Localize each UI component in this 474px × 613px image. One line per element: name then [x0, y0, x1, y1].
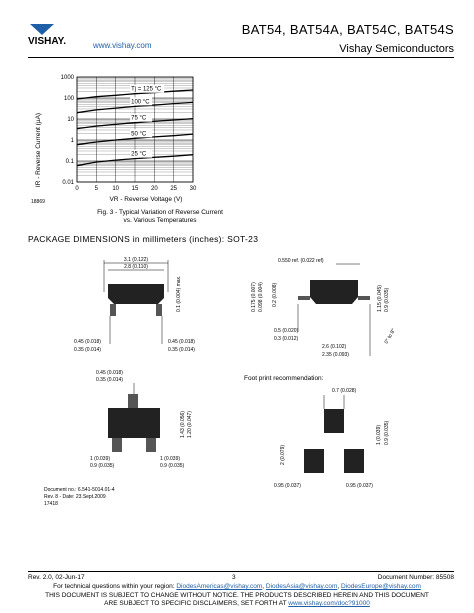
series-label-0: Tj = 125 °C — [131, 86, 162, 93]
dim-045-left: 0.45 (0.018) — [74, 339, 101, 345]
footprint-drawing — [270, 385, 410, 495]
y-tick-label: 0.01 — [62, 180, 74, 186]
package-side-view — [240, 252, 400, 362]
y-tick-label: 10 — [67, 117, 74, 123]
fp-095-left: 0.95 (0.037) — [274, 483, 301, 489]
logo-text: VISHAY. — [28, 36, 66, 46]
dim-0175: 0.175 (0.007) — [251, 282, 257, 312]
footprint-pad-right — [344, 449, 364, 473]
lead-left — [110, 304, 116, 316]
dim-09-right: 0.9 (0.035) — [160, 463, 185, 469]
x-tick-label: 10 — [112, 186, 120, 192]
footer-notice-1: THIS DOCUMENT IS SUBJECT TO CHANGE WITHOUT NOTICE. THE PRODUCTS DESCRIBED HEREIN AND THIS DOCUMENT — [45, 592, 429, 599]
x-tick-label: 20 — [150, 186, 158, 192]
fp-095-right: 0.95 (0.037) — [346, 483, 373, 489]
dim-143: 1.43 (0.056) — [180, 411, 186, 438]
y-tick-label: 1 — [70, 138, 74, 144]
side-lead-right — [358, 296, 370, 300]
disclaimer-link[interactable]: www.vishay.com/doc?91000 — [288, 600, 370, 607]
y-tick-label: 100 — [63, 96, 74, 102]
package-front-view — [60, 252, 220, 362]
dim-1-left: 1 (0.039) — [90, 456, 111, 462]
top-lead-left — [112, 438, 122, 452]
footer-document-number: Document Number: 85508 — [377, 574, 454, 581]
website-link[interactable]: www.vishay.com — [93, 41, 152, 50]
figure-caption — [60, 209, 260, 225]
package-body-front — [108, 284, 164, 304]
footprint-pad-center — [324, 409, 344, 433]
document-title: BAT54, BAT54A, BAT54C, BAT54S — [241, 22, 454, 37]
dim-120: 1.20 (0.047) — [187, 411, 193, 438]
chart-x-label: VR - Reverse Voltage (V) — [109, 196, 183, 203]
x-tick-label: 25 — [170, 186, 178, 192]
doc-info-line-3: 17418 — [44, 501, 58, 507]
y-tick-label: 1000 — [60, 75, 74, 81]
reverse-current-chart — [28, 68, 218, 208]
fp-2: 2 (0.079) — [280, 444, 286, 465]
package-top-view — [60, 366, 210, 476]
contact-prefix: For technical questions within your region: — [53, 583, 175, 590]
dim-115: 1.15 (0.045) — [377, 285, 383, 312]
logo-triangle-icon — [30, 24, 54, 35]
footer-page-number: 3 — [232, 574, 236, 581]
email-europe-link[interactable]: DiodesEurope@vishay.com — [341, 583, 421, 590]
x-tick-label: 0 — [75, 186, 79, 192]
dim-045-top: 0.45 (0.018) — [96, 370, 123, 376]
x-tick-label: 15 — [131, 186, 139, 192]
dim-035-left: 0.35 (0.014) — [74, 347, 101, 353]
footer-rule — [28, 571, 454, 572]
series-label-1: 100 °C — [131, 99, 150, 106]
doc-info-line-2: Rev. 8 - Date: 23.Sept.2009 — [44, 494, 106, 500]
dim-26: 2.6 (0.102) — [322, 344, 347, 350]
dim-035-right: 0.35 (0.014) — [168, 347, 195, 353]
figure-id: 18869 — [31, 199, 45, 205]
fp-07: 0.7 (0.028) — [332, 388, 357, 394]
dim-05: 0.5 (0.020) — [274, 328, 299, 334]
fp-09: 0.9 (0.035) — [384, 420, 390, 445]
x-tick-label: 30 — [189, 186, 197, 192]
notice2-prefix: ARE SUBJECT TO SPECIFIC DISCLAIMERS, SET FORTH AT — [104, 600, 287, 607]
top-lead-right — [146, 438, 156, 452]
footer-contact: For technical questions within your region: DiodesAmericas@vishay.com, DiodesAsia@vishay.com, DiodesEurope@vishay.com — [53, 583, 421, 590]
drawing-doc-info — [44, 487, 115, 508]
package-body-side — [310, 280, 358, 304]
chart-y-label: IR - Reverse Current (µA) — [35, 112, 42, 188]
dim-02: 0.2 (0.008) — [272, 282, 278, 307]
dim-3-1: 3.1 (0.122) — [123, 257, 149, 263]
top-lead-center — [128, 394, 138, 408]
footprint-pad-left — [304, 449, 324, 473]
package-heading: PACKAGE DIMENSIONS in millimeters (inches): SOT-23 — [28, 234, 259, 244]
dim-09: 0.9 (0.035) — [384, 287, 390, 312]
dim-0098: 0.098 (0.004) — [258, 282, 264, 312]
dim-03: 0.3 (0.012) — [274, 336, 299, 342]
doc-info-line-1: Document no.: 6.541-5014.01-4 — [44, 487, 115, 493]
dim-045-right: 0.45 (0.018) — [168, 339, 195, 345]
dim-angle: 0° to 8° — [383, 327, 397, 345]
dim-2-8: 2.8 (0.110) — [124, 264, 148, 270]
fp-1: 1 (0.039) — [376, 424, 382, 445]
package-body-top — [108, 408, 160, 438]
dim-035-top: 0.35 (0.014) — [96, 377, 123, 383]
footer-notice-2 — [0, 600, 474, 608]
side-lead-left — [298, 296, 310, 300]
dim-0550-ref: 0.550 ref. (0.022 ref) — [278, 258, 324, 264]
footer-revision: Rev. 2.0, 02-Jun-17 — [28, 574, 85, 581]
company-name: Vishay Semiconductors — [339, 43, 454, 55]
dim-235: 2.35 (0.093) — [322, 352, 349, 358]
email-americas-link[interactable]: DiodesAmericas@vishay.com — [176, 583, 263, 590]
email-asia-link[interactable]: DiodesAsia@vishay.com — [265, 583, 338, 590]
series-label-4: 25 °C — [131, 151, 147, 158]
caption-line-1: Fig. 3 - Typical Variation of Reverse Current — [97, 209, 223, 216]
y-tick-label: 0.1 — [65, 159, 74, 165]
x-tick-label: 5 — [94, 186, 99, 192]
series-label-3: 50 °C — [131, 131, 147, 138]
caption-line-2: vs. Various Temperatures — [123, 217, 197, 224]
footprint-title: Foot print recommendation: — [244, 375, 324, 382]
dim-0-1-max: 0.1 (0.004) max. — [176, 275, 182, 312]
dim-09-left: 0.9 (0.035) — [90, 463, 115, 469]
dim-1-right: 1 (0.039) — [160, 456, 181, 462]
series-label-2: 75 °C — [131, 115, 147, 122]
header-rule — [28, 57, 454, 58]
lead-right — [156, 304, 162, 316]
